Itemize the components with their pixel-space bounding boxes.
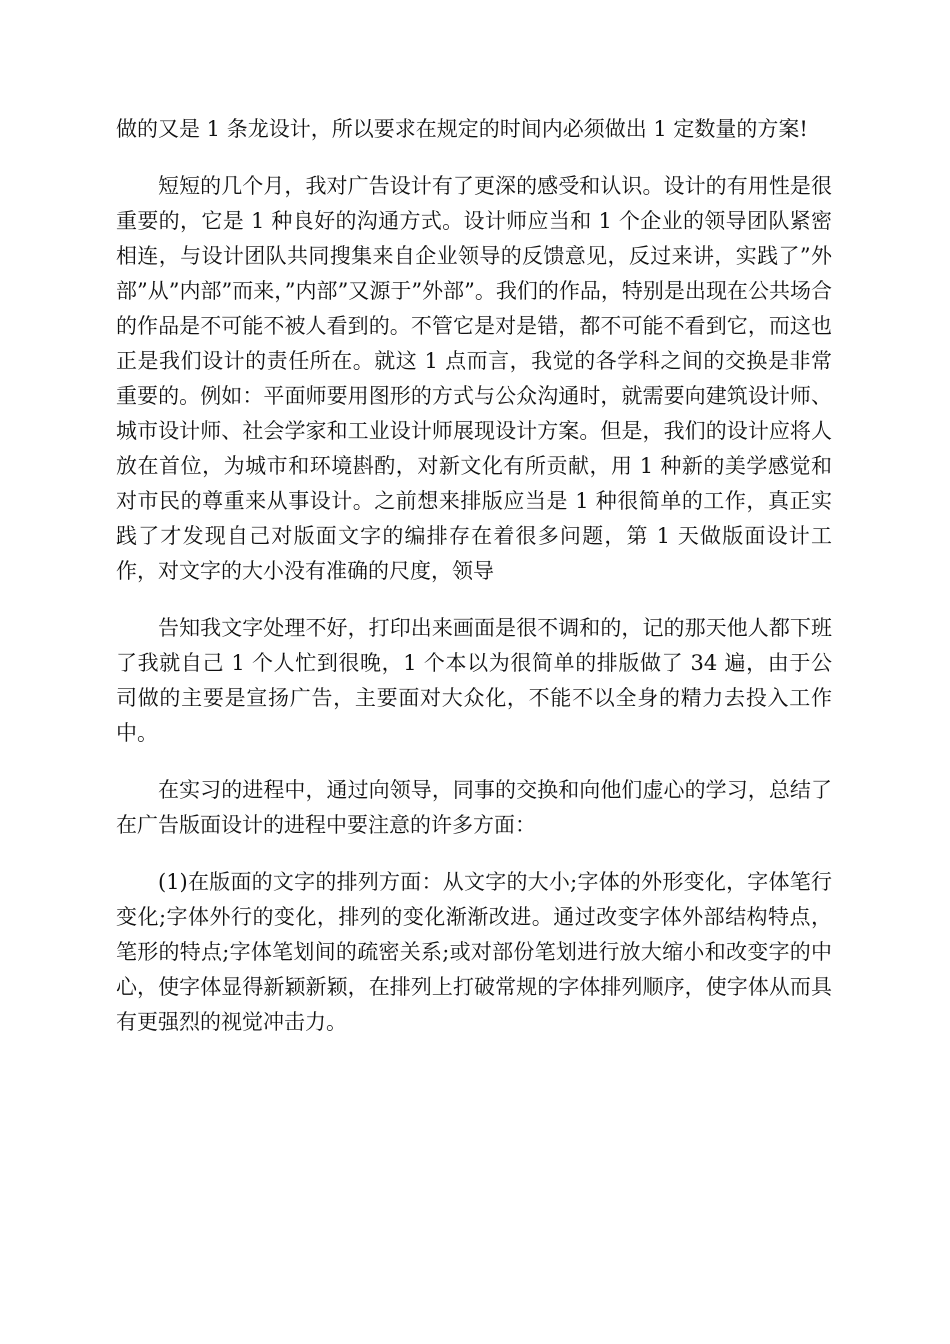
document-page xyxy=(116,112,832,1062)
paragraph-design-reflection: 短短的几个月，我对广告设计有了更深的感受和认识。设计的有用性是很重要的，它是 1 种良好的沟通方式。设计师应当和 1 个企业的领导团队紧密相连，与设计团队共同搜集来自企业领导的反馈意见，反过来讲，实践了”外部”从”内部”而来，”内部”又源于”外部”。我们的作品，特别是出现在公共场合的作品是不可能不被人看到的。不管它是对是错，都不可能不看到它，而这也正是我们设计的责任所在。就这 1 点而言，我觉的各学科之间的交换是非常重要的。例如：平面师要用图形的方式与公众沟通时，就需要向建筑设计师、城市设计师、社会学家和工业设计师展现设计方案。但是，我们的设计应将人放在首位，为城市和环境斟酌，对新文化有所贡献，用 1 种新的美学感觉和对市民的尊重来从事设计。之前想来排版应当是 1 种很简单的工作，真正实践了才发现自己对版面文字的编排存在着很多问题，第 1 天做版面设计工作，对文字的大小没有准确的尺度，领导 xyxy=(116,174,832,583)
paragraph-continued: 做的又是 1 条龙设计，所以要求在规定的时间内必须做出 1 定数量的方案! xyxy=(116,117,808,141)
paragraph-layout-practice: 告知我文字处理不好，打印出来画面是很不调和的，记的那天他人都下班了我就自己 1 个人忙到很晚，1 个本以为很简单的排版做了 34 遍，由于公司做的主要是宣扬广告，主要面对大众化，不能不以全身的精力去投入工作中。 xyxy=(116,616,832,745)
paragraph-text-arrangement: (1)在版面的文字的排列方面：从文字的大小;字体的外形变化，字体笔行变化;字体外行的变化，排列的变化渐渐改进。通过改变字体外部结构特点，笔形的特点;字体笔划间的疏密关系;或对部份笔划进行放大缩小和改变字的中心，使字体显得新颖新颖，在排列上打破常规的字体排列顺序，使字体从而具有更强烈的视觉冲击力。 xyxy=(116,870,832,1034)
paragraph-internship-summary: 在实习的进程中，通过向领导，同事的交换和向他们虚心的学习，总结了在广告版面设计的进程中要注意的许多方面： xyxy=(116,778,832,837)
